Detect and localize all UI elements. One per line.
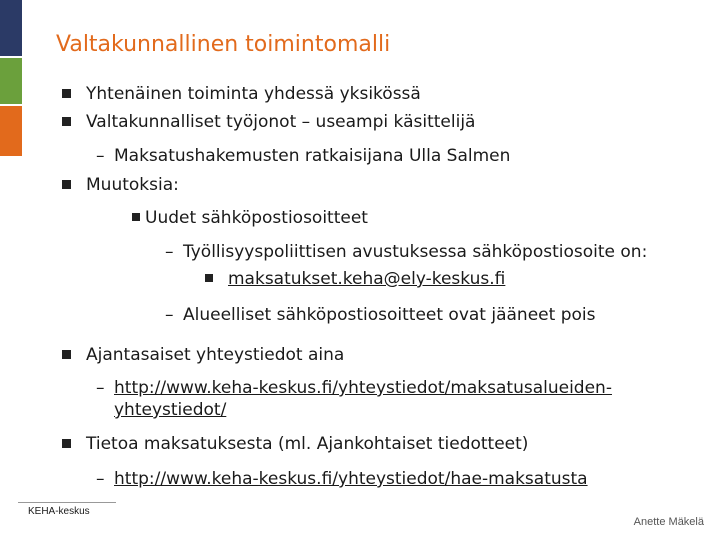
bullet-icon xyxy=(62,439,71,448)
url-link-contacts[interactable]: http://www.keha-keskus.fi/yhteystiedot/maksatusalueiden- xyxy=(114,378,612,398)
url-link-payment[interactable]: http://www.keha-keskus.fi/yhteystiedot/hae-maksatusta xyxy=(114,469,588,489)
sub-bullet-text: Työllisyyspoliittisen avustuksessa sähköpostiosoite on: xyxy=(183,242,648,262)
accent-band-orange xyxy=(0,106,22,156)
slide-title: Valtakunnallinen toimintomalli xyxy=(56,32,391,57)
sub-bullet-text: Uudet sähköpostiosoitteet xyxy=(145,208,368,228)
email-link[interactable]: maksatukset.keha@ely-keskus.fi xyxy=(228,269,506,289)
bullet-text: Muutoksia: xyxy=(86,175,179,195)
url-link-contacts-cont[interactable]: yhteystiedot/ xyxy=(114,400,227,420)
dash-marker: – xyxy=(165,305,174,325)
sub-bullet-text: Maksatushakemusten ratkaisijana Ulla Salmen xyxy=(114,146,511,166)
bullet-icon xyxy=(62,350,71,359)
footer-author: Anette Mäkelä xyxy=(633,516,704,528)
footer-divider xyxy=(18,502,116,503)
dash-marker: – xyxy=(96,146,105,166)
bullet-icon xyxy=(132,213,140,221)
dash-marker: – xyxy=(96,469,105,489)
bullet-icon xyxy=(62,117,71,126)
bullet-text: Tietoa maksatuksesta (ml. Ajankohtaiset tiedotteet) xyxy=(86,434,529,454)
bullet-icon xyxy=(62,180,71,189)
sub-bullet-text: Alueelliset sähköpostiosoitteet ovat jääneet pois xyxy=(183,305,596,325)
dash-marker: – xyxy=(96,378,105,398)
bullet-icon xyxy=(205,274,213,282)
bullet-text: Ajantasaiset yhteystiedot aina xyxy=(86,345,345,365)
bullet-icon xyxy=(62,89,71,98)
bullet-text: Valtakunnalliset työjonot – useampi käsittelijä xyxy=(86,112,476,132)
bullet-text: Yhtenäinen toiminta yhdessä yksikössä xyxy=(86,84,421,104)
footer-organization: KEHA-keskus xyxy=(28,506,90,517)
accent-band-green xyxy=(0,58,22,104)
accent-band-blue xyxy=(0,0,22,56)
dash-marker: – xyxy=(165,242,174,262)
